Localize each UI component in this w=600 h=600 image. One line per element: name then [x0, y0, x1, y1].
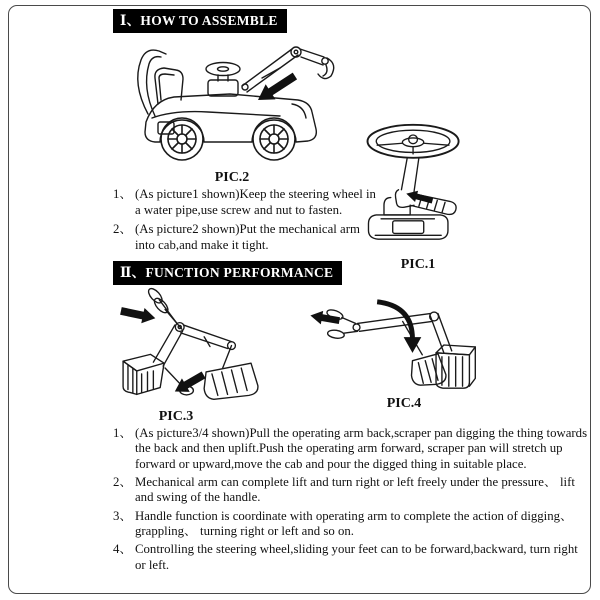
- list-item: [113, 542, 591, 573]
- item-number: 1、: [113, 426, 133, 440]
- assembly-instructions: [113, 186, 379, 256]
- item-number: 2、: [113, 475, 133, 490]
- list-item: [113, 426, 591, 472]
- ride-on-car-drawing: [138, 47, 334, 160]
- item-text: (As picture2 shown)Put the mechanical arm into cab,and make it tight.: [135, 222, 360, 253]
- pic4-label: PIC.4: [386, 396, 422, 411]
- arm-swing-drawing: [326, 308, 476, 388]
- pic1-label: PIC.1: [400, 257, 436, 272]
- push-arrow-icon: [119, 303, 157, 326]
- item-text: (As picture1 shown)Keep the steering wheel in a water pipe,use screw and nut to fasten.: [135, 187, 376, 218]
- item-text: (As picture3/4 shown)Pull the operating arm back,scraper pan digging the thing towards the back and then uplift.Push the operating arm forward, scraper pan will stretch up forward or upward,move the cab and pour the digged thing in suitable place.: [135, 426, 588, 471]
- item-number: 2、: [113, 222, 133, 237]
- steering-wheel-drawing: [368, 125, 459, 239]
- pic2-illustration: [112, 26, 342, 176]
- assemble-arm-arrow-icon: [253, 68, 300, 107]
- pic2-label: PIC.2: [214, 170, 250, 185]
- list-item: [113, 186, 379, 218]
- pull-handle-arrow-icon: [309, 309, 340, 328]
- list-item: [113, 475, 591, 506]
- section1-header: Ⅰ、HOW TO ASSEMBLE: [113, 9, 287, 33]
- list-item: [113, 509, 591, 540]
- function-instructions: [113, 426, 591, 576]
- pic4-illustration: [286, 292, 484, 398]
- pic3-illustration: [108, 286, 270, 411]
- item-text: Mechanical arm can complete lift and turn right or left freely under the pressure、 lift and swing of the handle.: [135, 475, 575, 505]
- section2-header: Ⅱ、FUNCTION PERFORMANCE: [113, 261, 342, 285]
- list-item: [113, 221, 379, 253]
- item-text: Handle function is coordinate with operating arm to complete the action of digging、 grappling、 turning right or left and so on.: [135, 508, 573, 539]
- pic3-label: PIC.3: [158, 409, 194, 424]
- item-number: 3、: [113, 508, 133, 523]
- item-text: Controlling the steering wheel,sliding your feet can to be forward,backward, turn right or left.: [135, 542, 578, 572]
- item-number: 4、: [113, 542, 133, 557]
- item-number: 1、: [113, 187, 133, 201]
- pull-back-arrow-icon: [171, 368, 208, 398]
